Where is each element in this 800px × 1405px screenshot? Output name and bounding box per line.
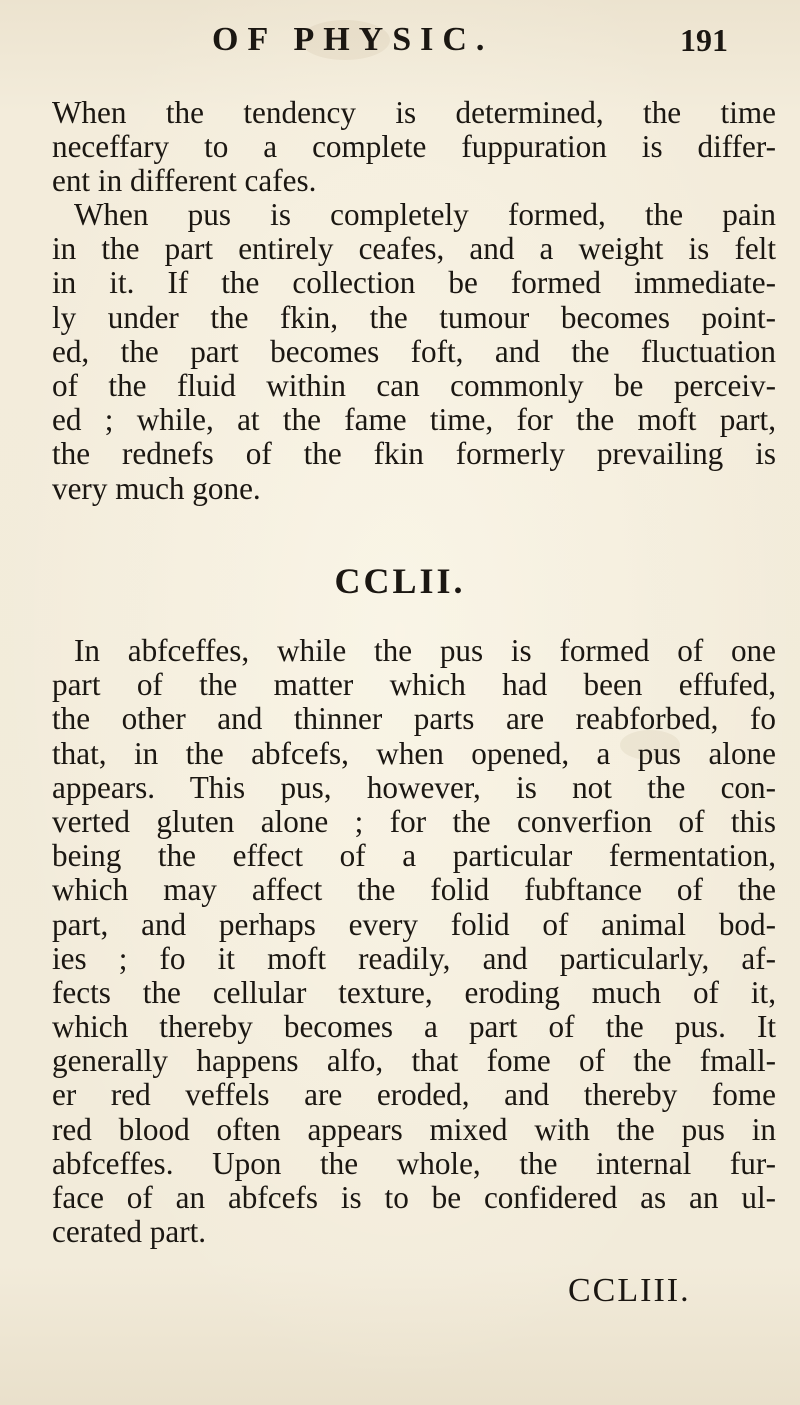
text-line: which may affect the folid fubftance of the — [52, 872, 776, 908]
text-line: ent in different cafes. — [52, 163, 317, 199]
text-line: the other and thinner parts are reabforbed, fo — [52, 701, 776, 737]
text-line: ies ; fo it moft readily, and particularly, af- — [52, 940, 776, 976]
text-line: part, and perhaps every folid of animal bod- — [52, 906, 776, 942]
text-line: fects the cellular texture, eroding much of it, — [52, 974, 776, 1010]
text-line: in the part entirely ceafes, and a weight is felt — [52, 231, 776, 267]
text-line: of the fluid within can commonly be perceiv- — [52, 367, 776, 403]
text-line: generally happens alfo, that fome of the fmall- — [52, 1043, 776, 1079]
text-line: When pus is completely formed, the pain — [74, 197, 776, 232]
paragraph-1 — [52, 96, 776, 199]
paragraph-2 — [52, 198, 776, 506]
text-line: face of an abfcefs is to be confidered as an ul- — [52, 1180, 776, 1215]
page-header — [0, 10, 800, 70]
text-line: which thereby becomes a part of the pus. It — [52, 1009, 776, 1045]
text-line: part of the matter which had been effufed, — [52, 667, 776, 703]
text-line: When the tendency is determined, the time — [52, 95, 776, 130]
page-number: 191 — [680, 22, 728, 58]
paragraph-3 — [52, 634, 776, 1249]
text-line: in it. If the collection be formed immediate- — [52, 265, 776, 301]
text-line: ed, the part becomes foft, and the fluctuation — [52, 333, 776, 369]
text-line: ly under the fkin, the tumour becomes point- — [52, 299, 776, 335]
running-title: OF PHYSIC. — [212, 21, 494, 58]
text-line: very much gone. — [52, 470, 261, 506]
text-line: being the effect of a particular fermentation, — [52, 838, 776, 874]
section-heading: CCLII. — [334, 561, 466, 601]
text-line: appears. This pus, however, is not the con- — [52, 769, 776, 805]
text-line: neceffary to a complete fuppuration is differ- — [52, 129, 776, 165]
text-line: er red veffels are eroded, and thereby fome — [52, 1077, 776, 1113]
catchword: CCLIII. — [568, 1272, 691, 1309]
text-line: red blood often appears mixed with the pus in — [52, 1111, 776, 1147]
text-line: abfceffes. Upon the whole, the internal fur- — [52, 1145, 776, 1181]
text-line: ed ; while, at the fame time, for the moft part, — [52, 402, 776, 438]
text-line: the rednefs of the fkin formerly prevailing is — [52, 436, 776, 472]
text-line: verted gluten alone ; for the converfion of this — [52, 803, 776, 839]
text-line: that, in the abfcefs, when opened, a pus alone — [52, 735, 776, 771]
text-line: In abfceffes, while the pus is formed of one — [74, 633, 776, 668]
text-line: cerated part. — [52, 1214, 207, 1250]
